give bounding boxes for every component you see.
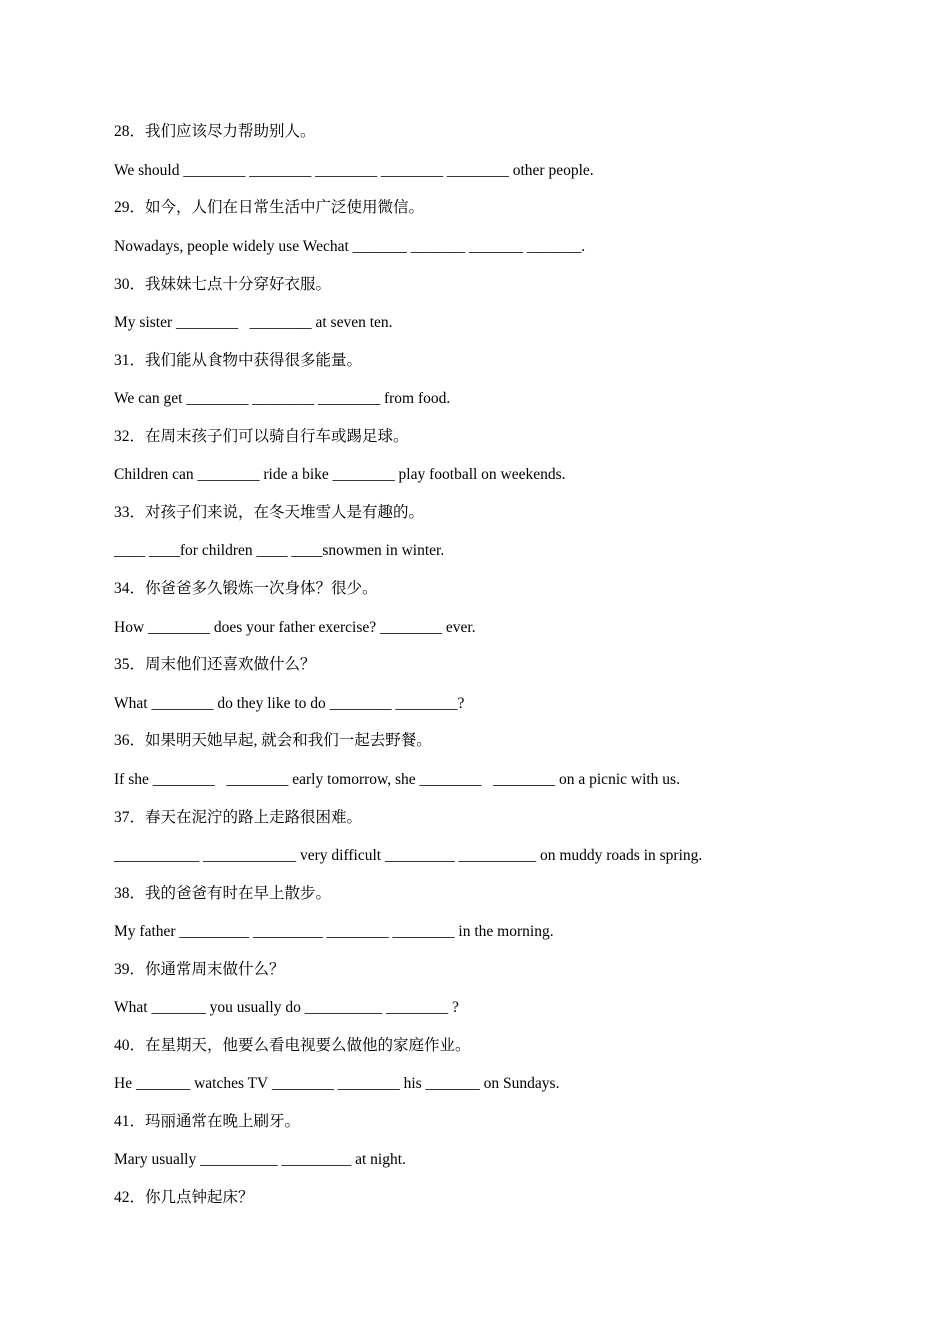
question-34-prompt: 34．你爸爸多久锻炼一次身体？很少。	[114, 580, 378, 597]
question-40-prompt: 40．在星期天，他要么看电视要么做他的家庭作业。	[114, 1037, 471, 1054]
question-28-answer: We should ________ ________ ________ ________ ________ other people.	[114, 162, 594, 179]
question-41-prompt: 41．玛丽通常在晚上刷牙。	[114, 1113, 301, 1130]
question-28-prompt: 28．我们应该尽力帮助别人。	[114, 123, 316, 140]
question-31-answer: We can get ________ ________ ________ from food.	[114, 390, 451, 407]
question-32-answer: Children can ________ ride a bike ________ play football on weekends.	[114, 466, 566, 483]
question-36-prompt: 36．如果明天她早起, 就会和我们一起去野餐。	[114, 732, 432, 749]
question-30-answer: My sister ________ ________ at seven ten.	[114, 314, 393, 331]
question-34-answer: How ________ does your father exercise? ________ ever.	[114, 619, 476, 636]
question-31-prompt: 31．我们能从食物中获得很多能量。	[114, 352, 363, 369]
question-30-prompt: 30．我妹妹七点十分穿好衣服。	[114, 276, 332, 293]
question-38-prompt: 38．我的爸爸有时在早上散步。	[114, 885, 332, 902]
question-37-prompt: 37．春天在泥泞的路上走路很困难。	[114, 809, 363, 826]
question-35-answer: What ________ do they like to do ________ ________?	[114, 695, 465, 712]
question-32-prompt: 32．在周末孩子们可以骑自行车或踢足球。	[114, 428, 409, 445]
question-42-prompt: 42．你几点钟起床？	[114, 1189, 254, 1206]
question-38-answer: My father _________ _________ ________ ________ in the morning.	[114, 923, 554, 940]
question-33-prompt: 33．对孩子们来说，在冬天堆雪人是有趣的。	[114, 504, 425, 521]
question-36-answer: If she ________ ________ early tomorrow, she ________ ________ on a picnic with us.	[114, 771, 680, 788]
question-37-answer: ___________ ____________ very difficult _________ __________ on muddy roads in spring.	[114, 847, 703, 864]
question-40-answer: He _______ watches TV ________ ________ his _______ on Sundays.	[114, 1075, 560, 1092]
question-39-answer: What _______ you usually do __________ ________ ?	[114, 999, 459, 1016]
question-35-prompt: 35．周末他们还喜欢做什么？	[114, 656, 316, 673]
question-29-answer: Nowadays, people widely use Wechat _______ _______ _______ _______.	[114, 238, 586, 255]
question-33-answer: ____ ____for children ____ ____snowmen in winter.	[114, 542, 445, 559]
question-29-prompt: 29．如今，人们在日常生活中广泛使用微信。	[114, 199, 425, 216]
question-41-answer: Mary usually __________ _________ at night.	[114, 1151, 406, 1168]
question-39-prompt: 39．你通常周末做什么？	[114, 961, 285, 978]
